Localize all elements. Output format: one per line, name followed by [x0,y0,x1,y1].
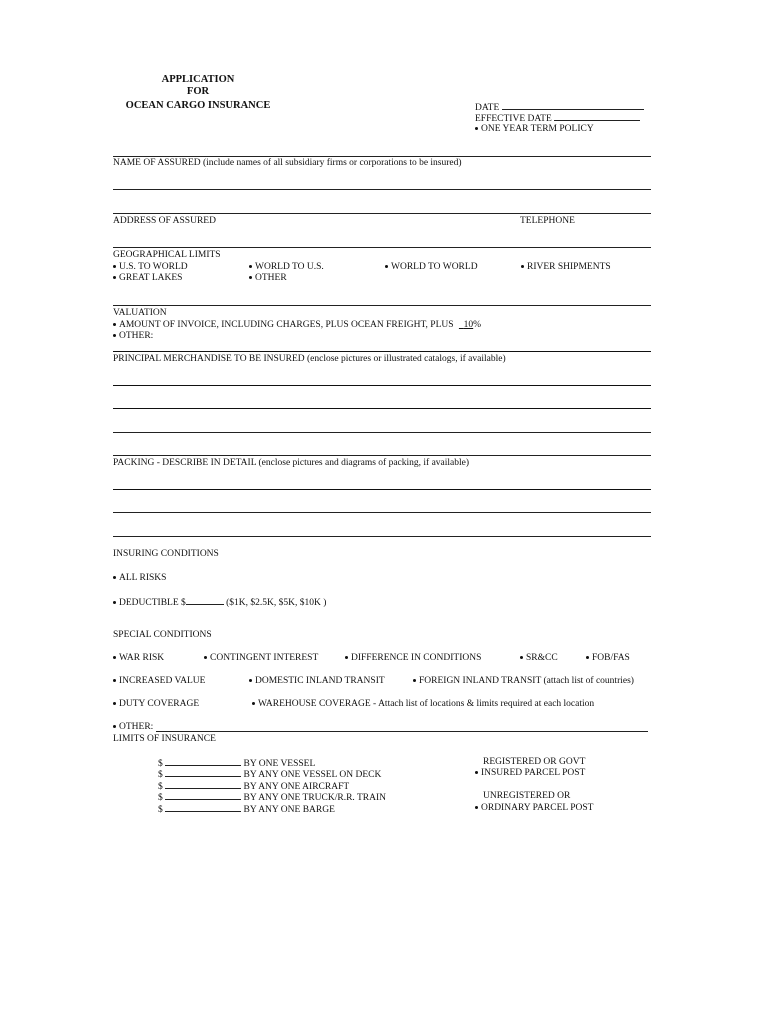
limits-of-insurance-label: LIMITS OF INSURANCE [113,734,216,744]
bullet-icon [475,806,478,809]
special-domestic-inland-transit[interactable] [249,676,385,687]
limit-item-label: BY ANY ONE TRUCK/R.R. TRAIN [243,793,387,803]
geo-option-label: OTHER [255,273,287,283]
date-label: DATE [475,103,500,113]
geo-option-label: WORLD TO WORLD [391,262,478,272]
percent-sign: % [473,320,482,330]
bullet-icon [475,771,478,774]
special-difference-in-conditions[interactable] [345,653,481,664]
special-option-label: FOB/FAS [592,653,630,663]
currency-symbol: $ [158,770,163,780]
unregistered-parcel-label: ORDINARY PARCEL POST [481,803,594,813]
limit-item-label: BY ANY ONE VESSEL ON DECK [243,770,382,780]
bullet-icon [385,265,388,268]
special-option-label: FOREIGN INLAND TRANSIT (attach list of countries) [419,676,634,686]
limit-amount-field[interactable] [165,803,241,812]
name-of-assured-label: NAME OF ASSURED (include names of all subsidiary firms or corporations to be insured) [113,158,462,168]
bullet-icon [113,601,116,604]
bullet-icon [249,276,252,279]
geo-option-label: GREAT LAKES [119,273,183,283]
special-duty-coverage[interactable] [113,699,199,710]
special-increased-value[interactable] [113,676,205,687]
currency-symbol: $ [158,782,163,792]
bullet-icon [113,334,116,337]
special-option-label: DUTY COVERAGE [119,699,200,709]
packing-label: PACKING - DESCRIBE IN DETAIL (enclose pictures and diagrams of packing, if available) [113,458,470,468]
limit-item-label: BY ANY ONE AIRCRAFT [243,782,350,792]
title-line-2: FOR [186,86,210,97]
bullet-icon [345,656,348,659]
packing-line-2[interactable] [113,512,651,513]
special-option-label: INCREASED VALUE [119,676,206,686]
bullet-icon [113,323,116,326]
registered-parcel-label: INSURED PARCEL POST [481,768,586,778]
currency-symbol: $ [158,759,163,769]
all-risks-label: ALL RISKS [119,573,167,583]
special-contingent-interest[interactable] [204,653,318,664]
bullet-icon [475,127,478,130]
limit-amount-field[interactable] [165,757,241,766]
bullet-icon [204,656,207,659]
unregistered-parcel-option[interactable] [475,803,593,814]
merchandise-line-1[interactable] [113,385,651,386]
special-option-label: WAR RISK [119,653,165,663]
bullet-icon [113,725,116,728]
geo-option-label: U.S. TO WORLD [119,262,188,272]
title-line-3: OCEAN CARGO INSURANCE [125,100,271,111]
geographical-limits-label: GEOGRAPHICAL LIMITS [113,250,221,260]
divider [113,305,651,306]
bullet-icon [113,265,116,268]
telephone-label: TELEPHONE [520,216,575,226]
bullet-icon [113,702,116,705]
registered-parcel-option[interactable] [475,768,585,779]
address-of-assured-label: ADDRESS OF ASSURED [113,216,216,226]
bullet-icon [113,276,116,279]
valuation-other-label: OTHER: [119,331,154,341]
effective-date-label: EFFECTIVE DATE [475,114,552,124]
special-option-label: DOMESTIC INLAND TRANSIT [255,676,385,686]
bullet-icon [521,265,524,268]
geo-option-great-lakes[interactable] [113,273,182,284]
merchandise-label: PRINCIPAL MERCHANDISE TO BE INSURED (enclose pictures or illustrated catalogs, if available) [113,354,506,364]
special-option-label: SR&CC [526,653,558,663]
geo-option-world-to-us[interactable] [249,262,324,273]
unregistered-parcel-line-1: UNREGISTERED OR [483,791,571,801]
special-conditions-label: SPECIAL CONDITIONS [113,630,212,640]
deductible-option[interactable] [113,596,326,609]
bullet-icon [249,265,252,268]
divider [113,351,651,352]
currency-symbol: $ [158,805,163,815]
date-field[interactable] [502,101,644,110]
packing-line-3[interactable] [113,536,651,537]
special-option-label: DIFFERENCE IN CONDITIONS [351,653,482,663]
special-srcc[interactable] [520,653,558,664]
bullet-icon [252,702,255,705]
title-line-1: APPLICATION [161,74,235,85]
bullet-icon [520,656,523,659]
special-option-label: CONTINGENT INTEREST [210,653,319,663]
address-of-assured-field[interactable] [113,213,651,214]
limit-amount-field[interactable] [165,780,241,789]
special-foreign-inland-transit[interactable] [413,676,634,687]
geo-option-label: RIVER SHIPMENTS [527,262,611,272]
bullet-icon [113,656,116,659]
limit-item-label: BY ONE VESSEL [243,759,316,769]
registered-parcel-line-1: REGISTERED OR GOVT [483,757,586,767]
divider [113,247,651,248]
valuation-other-option[interactable] [113,331,153,342]
bullet-icon [413,679,416,682]
limit-item-label: BY ANY ONE BARGE [243,805,335,815]
effective-date-field[interactable] [554,112,640,121]
term-policy-label: ONE YEAR TERM POLICY [481,124,594,134]
special-warehouse-coverage[interactable] [252,699,594,710]
special-fob-fas[interactable] [586,653,630,664]
name-of-assured-field[interactable] [113,156,651,157]
valuation-amount-option[interactable] [113,320,481,331]
limit-amount-field[interactable] [165,768,241,777]
bullet-icon [586,656,589,659]
deductible-field[interactable] [186,596,224,605]
bullet-icon [113,576,116,579]
valuation-label: VALUATION [113,308,167,318]
geo-option-world-to-world[interactable] [385,262,478,273]
deductible-options: ($1K, $2.5K, $5K, $10K ) [226,598,327,608]
valuation-percent-field[interactable]: 10 [463,320,474,330]
valuation-amount-label: AMOUNT OF INVOICE, INCLUDING CHARGES, PLUS OCEAN FREIGHT, PLUS [119,320,454,330]
bullet-icon [113,679,116,682]
geo-option-river-shipments[interactable] [521,262,611,273]
special-other-field[interactable] [156,731,648,732]
term-policy-option[interactable] [475,124,594,135]
all-risks-option[interactable] [113,573,166,584]
special-other-label: OTHER: [119,722,154,732]
geo-option-us-to-world[interactable] [113,262,188,273]
deductible-label: DEDUCTIBLE $ [119,598,186,608]
divider [113,455,651,456]
insuring-conditions-label: INSURING CONDITIONS [113,549,219,559]
bullet-icon [249,679,252,682]
geo-option-label: WORLD TO U.S. [255,262,324,272]
currency-symbol: $ [158,793,163,803]
limit-amount-field[interactable] [165,791,241,800]
packing-line-1[interactable] [113,489,651,490]
merchandise-line-2[interactable] [113,408,651,409]
special-other-option[interactable] [113,722,153,733]
geo-option-other[interactable] [249,273,287,284]
special-option-label: WAREHOUSE COVERAGE - Attach list of locations & limits required at each location [258,699,595,709]
name-of-assured-line-2[interactable] [113,189,651,190]
merchandise-line-3[interactable] [113,432,651,433]
limit-row-barge [158,803,335,816]
special-war-risk[interactable] [113,653,164,664]
